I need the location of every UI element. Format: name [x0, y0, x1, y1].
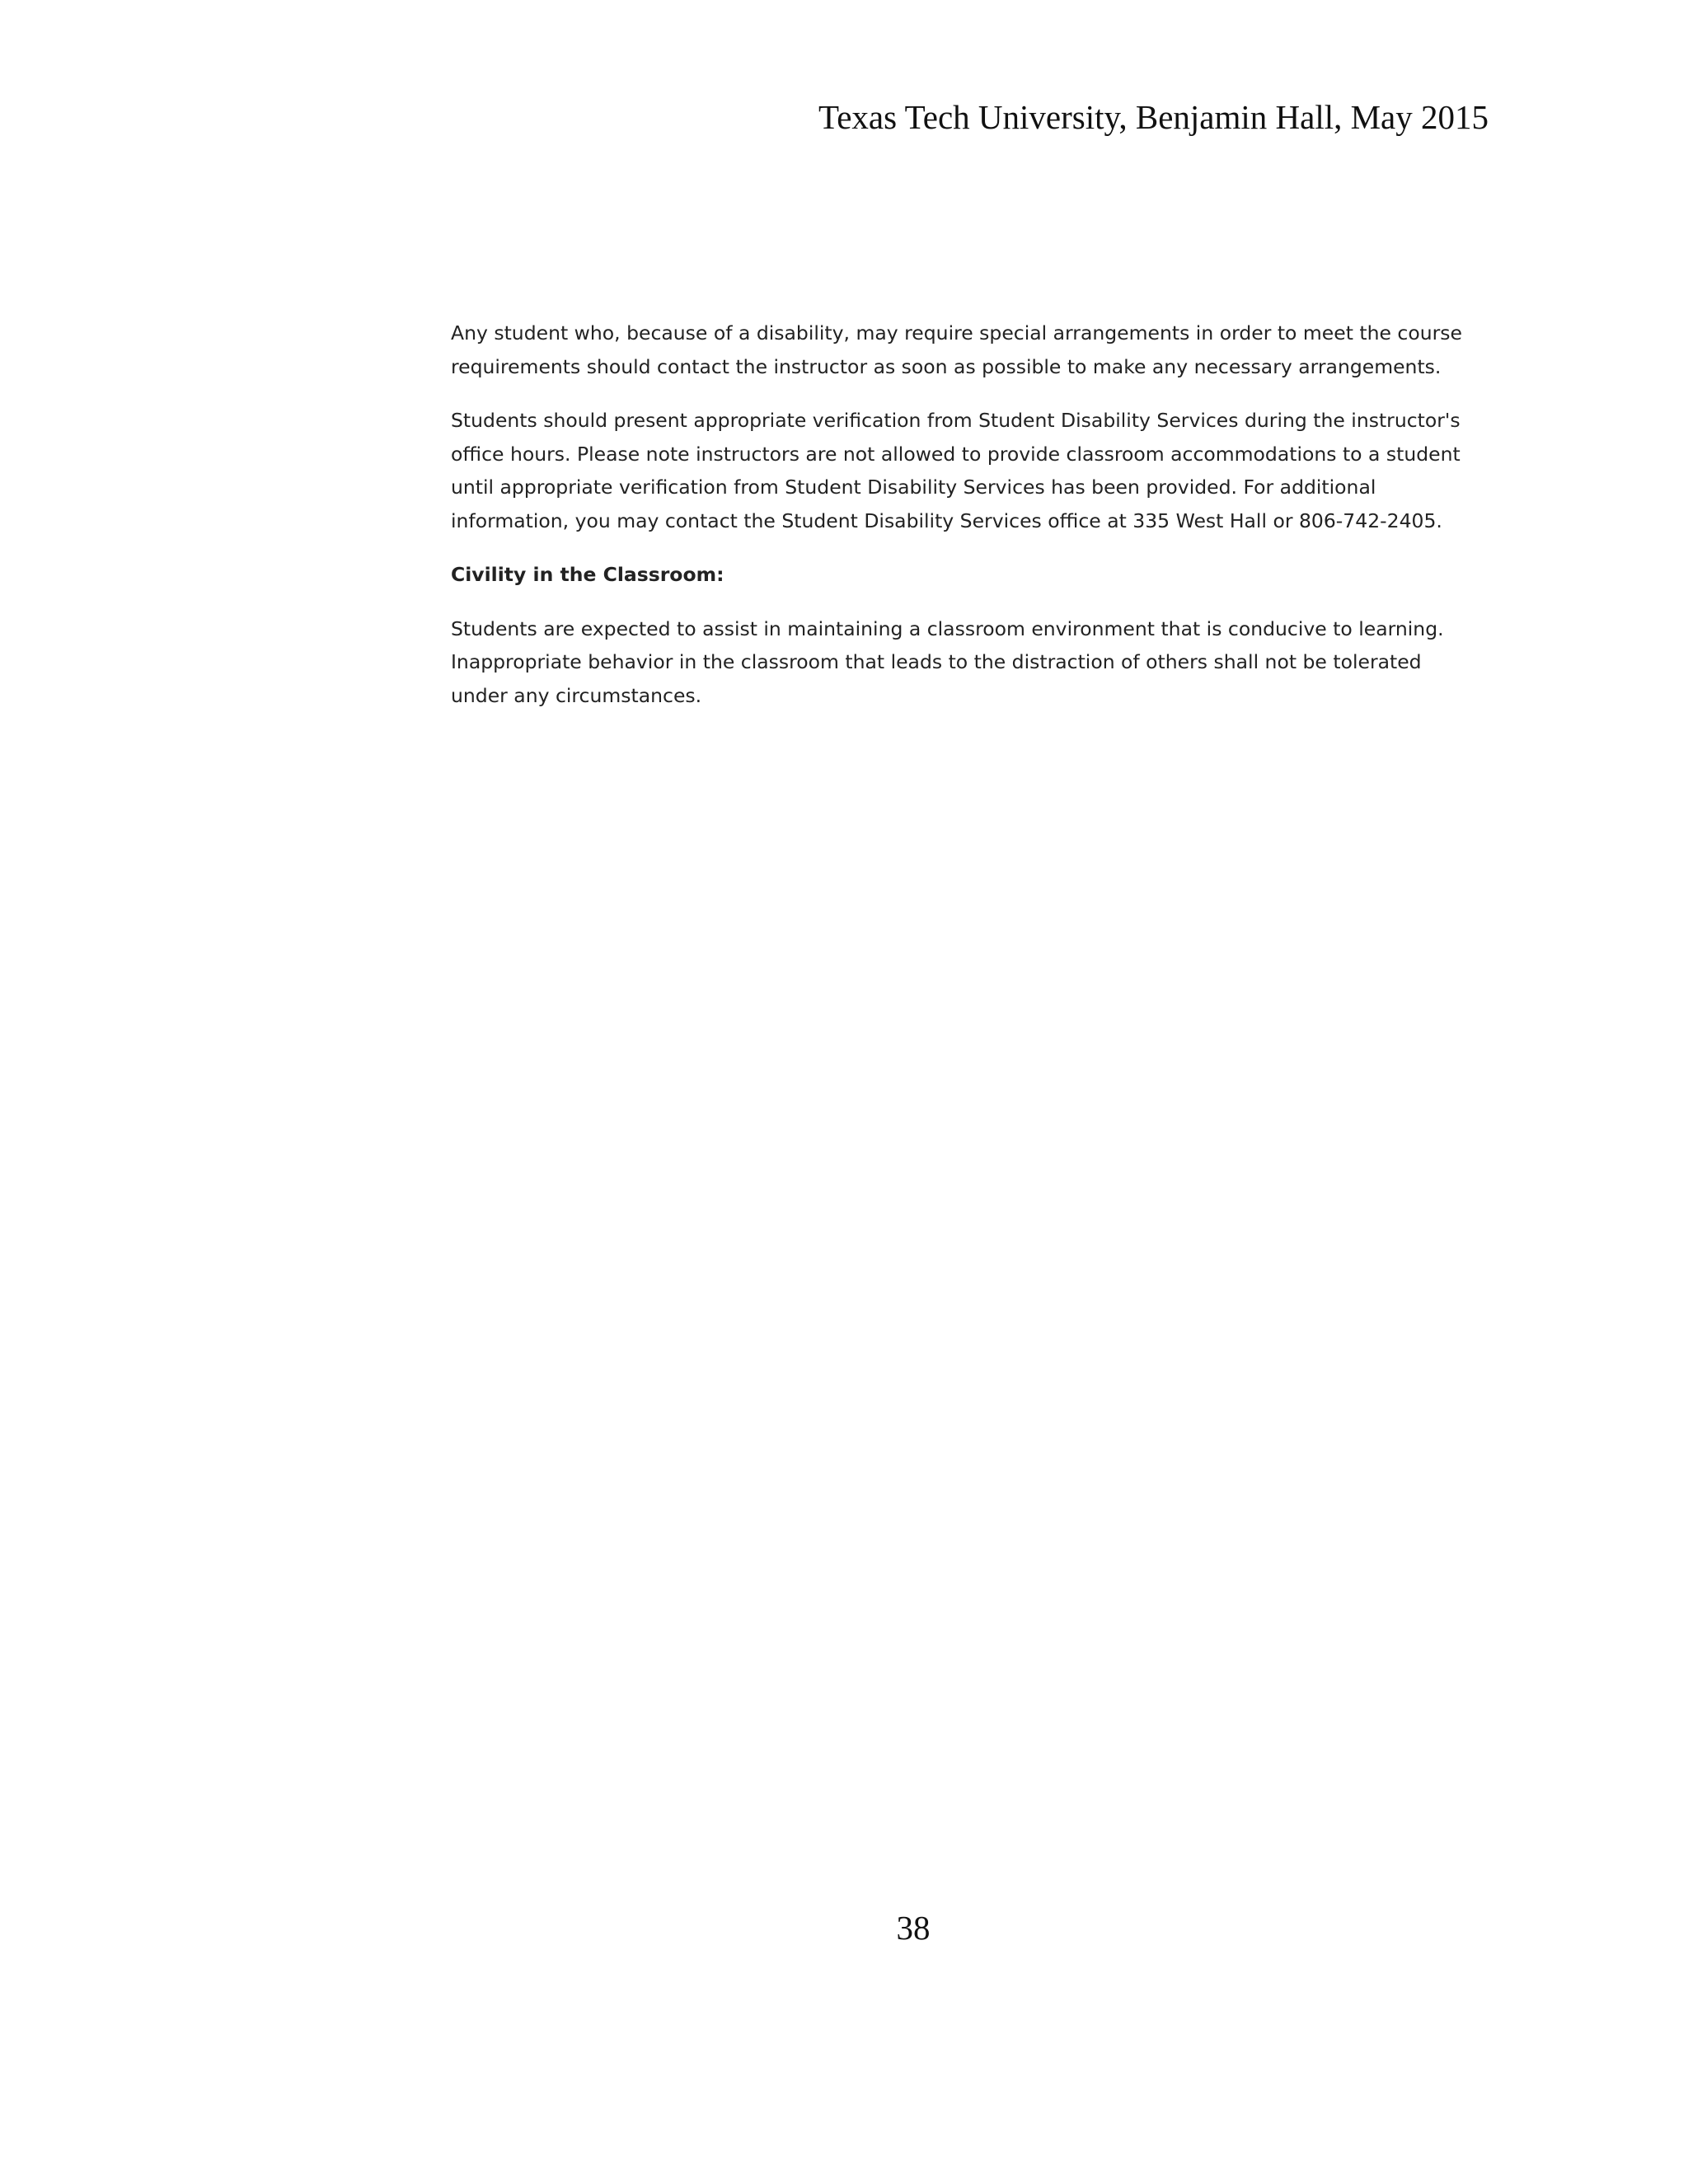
- section-heading: Civility in the Classroom:: [451, 563, 724, 586]
- disability-paragraph: [451, 316, 1462, 383]
- text-line: information, you may contact the Student Disability Services office at 335 West Hall or 806-742-2405.: [451, 509, 1442, 532]
- text-line: office hours. Please note instructors are not allowed to provide classroom accommodations to a student: [451, 442, 1461, 466]
- text-line: Students should present appropriate verification from Student Disability Services during the instructor's: [451, 409, 1461, 432]
- text-line: Students are expected to assist in maintaining a classroom environment that is conducive to learning.: [451, 616, 1444, 640]
- page-body: [451, 316, 1462, 733]
- text-line: requirements should contact the instructor as soon as possible to make any necessary arrangements.: [451, 354, 1442, 378]
- civility-paragraph: [451, 612, 1456, 713]
- page-number: 38: [896, 1909, 931, 1947]
- text-line: Any student who, because of a disability, may require special arrangements in order to meet the course: [451, 321, 1462, 344]
- text-line: until appropriate verification from Student Disability Services has been provided. For additional: [451, 476, 1376, 499]
- verification-paragraph: [451, 404, 1461, 537]
- running-header: Texas Tech University, Benjamin Hall, May 2015: [818, 98, 1489, 136]
- text-line: Inappropriate behavior in the classroom that leads to the distraction of others shall not be tolerated: [451, 650, 1422, 673]
- text-line: under any circumstances.: [451, 683, 702, 707]
